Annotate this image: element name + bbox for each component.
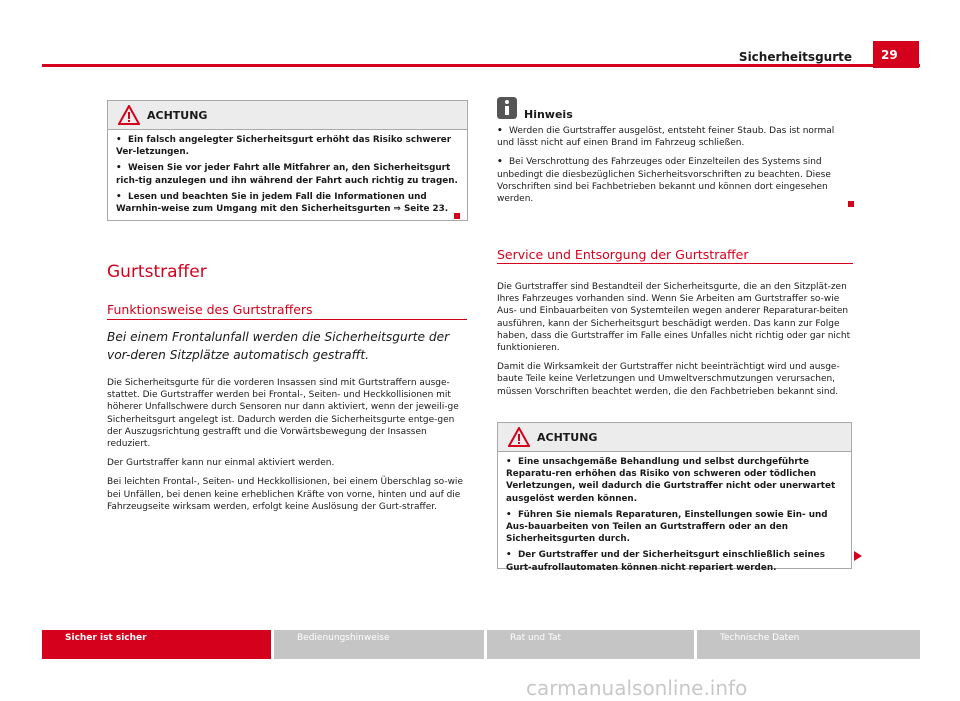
watermark: carmanualsonline.info [526,676,748,700]
page-header-title: Sicherheitsgurte [738,50,852,64]
warning-item: • Führen Sie niemals Reparaturen, Einstellungen sowie Ein- und Aus-bauarbeiten von Teilen an Gurtstraffern oder an den Sicherheitsgurten durch. [506,509,828,545]
right-body [497,281,853,405]
warning-triangle-icon [508,427,530,447]
warning-item: • Ein falsch angelegter Sicherheitsgurt erhöht das Risiko schwerer Ver-letzungen. [116,135,452,158]
paragraph: Der Gurtstraffer kann nur einmal aktiviert werden. [107,458,335,469]
subsection-rule [497,263,853,264]
hinweis-item: • Bei Verschrottung des Fahrzeuges oder Einzelteilen des Systems sind unbedingt die diesbezüglichen Sicherheitsvorschriften zu beachten. Diese Vorschriften sind bei Fachbetrieben bekannt und können dort eingesehen werden. [497,157,831,205]
warning-box-2 [497,422,852,573]
info-icon [497,97,517,119]
paragraph: Die Gurtstraffer sind Bestandteil der Sicherheitsgurte, die an den Sitzplät-zen Ihres Fahrzeuges vorhanden sind. Wenn Sie Arbeiten am Gurtstraffer so-wie Aus- und Einbauarbeiten von Systemteilen wegen anderer Reparaturar-beiten ausführen, kann der Sicherheitsgurt beschädigt werden. Das kann zur Folge haben, dass die Gurtstraffer im Falle eines Unfalles nicht richtig oder gar nicht funktionieren. [497,282,851,354]
page-number: 29 [873,41,919,68]
subsection-title: Service und Entsorgung der Gurtstraffer [497,247,749,262]
warning-item: • Weisen Sie vor jeder Fahrt alle Mitfahrer an, den Sicherheitsgurt rich-tig anzulegen und ihn während der Fahrt auch richtig zu tragen. [116,163,458,186]
warning-triangle-icon [118,105,140,125]
hinweis-body [497,125,853,212]
section-end-marker [454,213,460,219]
warning-label: ACHTUNG [147,108,208,122]
footer-nav [42,630,920,659]
lead-text: Bei einem Frontalunfall werden die Sicherheitsgurte der vor-deren Sitzplätze automatisch gestrafft. [107,330,450,362]
paragraph: Die Sicherheitsgurte für die vorderen Insassen sind mit Gurtstraffern ausge-stattet. Die Gurtstraffer werden bei Frontal-, Seiten- und Heckkollisionen mit höherer Unfallschwere durch Sensoren nur dann aktiviert, wenn der jeweili-ge Sicherheitsgurt angelegt ist. Dadurch werden die Sicherheitsgurte entge-gen der Auszugsrichtung gestrafft und die Vorwärtsbewegung der Insassen reduziert. [107,378,459,450]
subsection-rule [107,319,467,320]
left-body [107,377,467,520]
header-rule [42,64,920,67]
hinweis-item: • Werden die Gurtstraffer ausgelöst, entsteht feiner Staub. Das ist normal und lässt nicht auf einen Brand im Fahrzeug schließen. [497,126,835,149]
warning-item: • Eine unsachgemäße Behandlung und selbst durchgeführte Reparatu-ren erhöhen das Risiko von schweren oder tödlichen Verletzungen, weil dadurch die Gurtstraffer nicht oder unerwartet ausgelöst werden können. [506,457,836,504]
warning-box-1 [107,100,468,221]
continue-arrow-icon [854,551,862,561]
warning-item: • Lesen und beachten Sie in jedem Fall die Informationen und Warnhin-weise zum Umgang mit den Sicherheitsgurten ⇒ Seite 23. [116,191,449,215]
warning-header [108,101,467,130]
footer-tab-technik[interactable]: Technische Daten [697,630,920,659]
section-end-marker [848,201,854,207]
footer-tab-rat[interactable]: Rat und Tat [487,630,694,659]
subsection-title: Funktionsweise des Gurtstraffers [107,302,313,317]
hinweis-label: Hinweis [524,108,573,121]
footer-tab-sicher[interactable]: Sicher ist sicher [42,630,271,659]
warning-item: • Der Gurtstraffer und der Sicherheitsgurt einschließlich seines Gurt-aufrollautomaten können nicht repariert werden. [506,550,825,573]
section-title: Gurtstraffer [107,262,207,282]
paragraph: Damit die Wirksamkeit der Gurtstraffer nicht beeinträchtigt wird und ausge-baute Teile keine Verletzungen und Umweltverschmutzungen verursachen, müssen Vorschriften beachtet werden, die den Fachbetrieben bekannt sind. [497,362,840,397]
warning-header [498,423,851,452]
warning-label: ACHTUNG [537,430,598,444]
paragraph: Bei leichten Frontal-, Seiten- und Heckkollisionen, bei einem Überschlag so-wie bei Unfällen, bei denen keine erheblichen Kräfte von vorne, hinten und auf die Fahrzeugseite wirksam werden, erfolgt keine Auslösung der Gurt-straffer. [107,477,463,512]
footer-tab-bedienung[interactable]: Bedienungshinweise [274,630,484,659]
